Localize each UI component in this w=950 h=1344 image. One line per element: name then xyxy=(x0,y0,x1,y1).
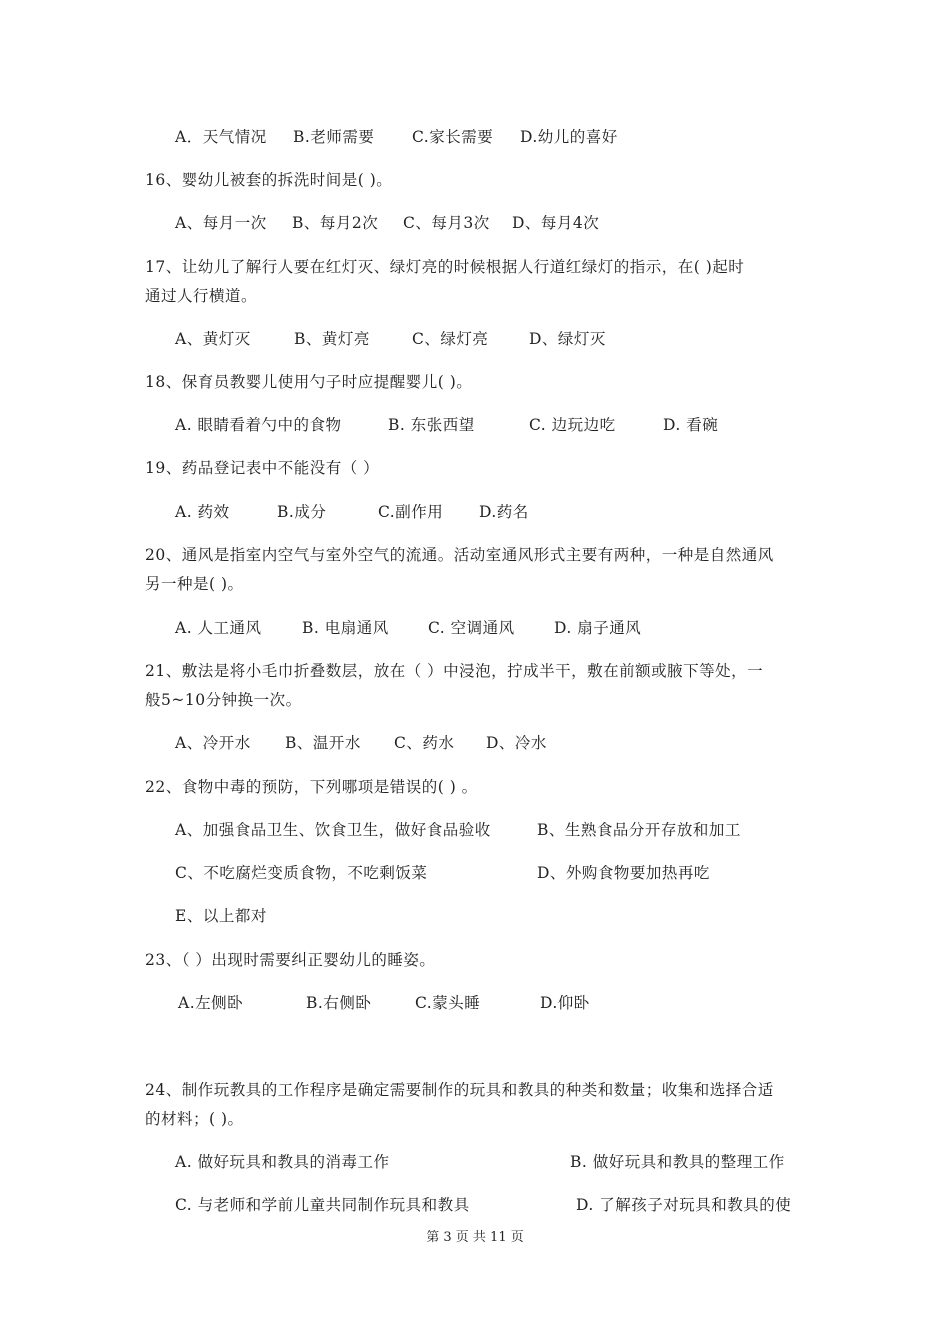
q24-option-d: D. 了解孩子对玩具和教具的使 xyxy=(576,1196,792,1214)
q17-stem-line1: 17、让幼儿了解行人要在红灯灭、绿灯亮的时候根据人行道红绿灯的指示，在( )起时 xyxy=(145,258,745,276)
q24-stem-line2: 的材料；( )。 xyxy=(145,1110,244,1128)
q15-option-b: B.老师需要 xyxy=(293,128,375,146)
q18-option-c: C. 边玩边吃 xyxy=(529,416,616,434)
q16-option-a: A、每月一次 xyxy=(175,214,267,232)
q22-option-d: D、外购食物要加热再吃 xyxy=(537,864,710,882)
q19-option-c: C.副作用 xyxy=(378,503,444,521)
q23-option-a: A.左侧卧 xyxy=(178,994,244,1012)
page-number-footer: 第 3 页 共 11 页 xyxy=(426,1230,524,1245)
q20-option-a: A. 人工通风 xyxy=(175,619,262,637)
q22-option-e: E、以上都对 xyxy=(175,907,267,925)
q17-option-c: C、绿灯亮 xyxy=(412,330,489,348)
q19-option-b: B.成分 xyxy=(277,503,327,521)
q17-stem-line2: 通过人行横道。 xyxy=(145,287,258,305)
q19-option-a: A. 药效 xyxy=(175,503,230,521)
q21-option-c: C、药水 xyxy=(394,734,455,752)
q23-stem: 23、（ ）出现时需要纠正婴幼儿的睡姿。 xyxy=(145,951,436,969)
q21-option-b: B、温开水 xyxy=(285,734,361,752)
q21-stem-line1: 21、敷法是将小毛巾折叠数层，放在（ ）中浸泡，拧成半干，敷在前额或腋下等处，一 xyxy=(145,662,764,680)
q23-option-d: D.仰卧 xyxy=(540,994,590,1012)
q17-option-b: B、黄灯亮 xyxy=(294,330,370,348)
q18-option-b: B. 东张西望 xyxy=(388,416,475,434)
q15-option-a: A．天气情况 xyxy=(175,128,267,146)
q18-stem: 18、保育员教婴儿使用勺子时应提醒婴儿( )。 xyxy=(145,373,473,391)
q17-option-d: D、绿灯灭 xyxy=(529,330,606,348)
q19-option-d: D.药名 xyxy=(479,503,529,521)
q16-option-d: D、每月4次 xyxy=(512,214,600,232)
q18-option-a: A. 眼睛看着勺中的食物 xyxy=(175,416,342,434)
q24-option-c: C. 与老师和学前儿童共同制作玩具和教具 xyxy=(175,1196,470,1214)
q16-option-c: C、每月3次 xyxy=(403,214,490,232)
q21-stem-line2: 般5~10分钟换一次。 xyxy=(145,691,302,709)
q24-option-a: A. 做好玩具和教具的消毒工作 xyxy=(175,1153,390,1171)
q17-option-a: A、黄灯灭 xyxy=(175,330,251,348)
q15-option-c: C.家长需要 xyxy=(412,128,494,146)
q22-stem: 22、食物中毒的预防，下列哪项是错误的( ) 。 xyxy=(145,778,478,796)
q20-option-b: B. 电扇通风 xyxy=(302,619,389,637)
q22-option-a: A、加强食品卫生、饮食卫生，做好食品验收 xyxy=(175,821,491,839)
q16-stem: 16、婴幼儿被套的拆洗时间是( )。 xyxy=(145,171,393,189)
q22-option-b: B、生熟食品分开存放和加工 xyxy=(537,821,741,839)
q20-stem-line2: 另一种是( )。 xyxy=(145,575,244,593)
q19-stem: 19、药品登记表中不能没有（ ） xyxy=(145,459,380,477)
q21-option-d: D、冷水 xyxy=(486,734,547,752)
q15-option-d: D.幼儿的喜好 xyxy=(520,128,618,146)
q24-option-b: B. 做好玩具和教具的整理工作 xyxy=(570,1153,785,1171)
q23-option-b: B.右侧卧 xyxy=(306,994,372,1012)
q23-option-c: C.蒙头睡 xyxy=(415,994,481,1012)
q16-option-b: B、每月2次 xyxy=(292,214,379,232)
q20-option-c: C. 空调通风 xyxy=(428,619,515,637)
q18-option-d: D. 看碗 xyxy=(663,416,719,434)
q21-option-a: A、冷开水 xyxy=(175,734,251,752)
q24-stem-line1: 24、制作玩教具的工作程序是确定需要制作的玩具和教具的种类和数量；收集和选择合适 xyxy=(145,1081,774,1099)
q20-stem-line1: 20、通风是指室内空气与室外空气的流通。活动室通风形式主要有两种，一种是自然通风 xyxy=(145,546,774,564)
q22-option-c: C、不吃腐烂变质食物，不吃剩饭菜 xyxy=(175,864,428,882)
q20-option-d: D. 扇子通风 xyxy=(554,619,642,637)
